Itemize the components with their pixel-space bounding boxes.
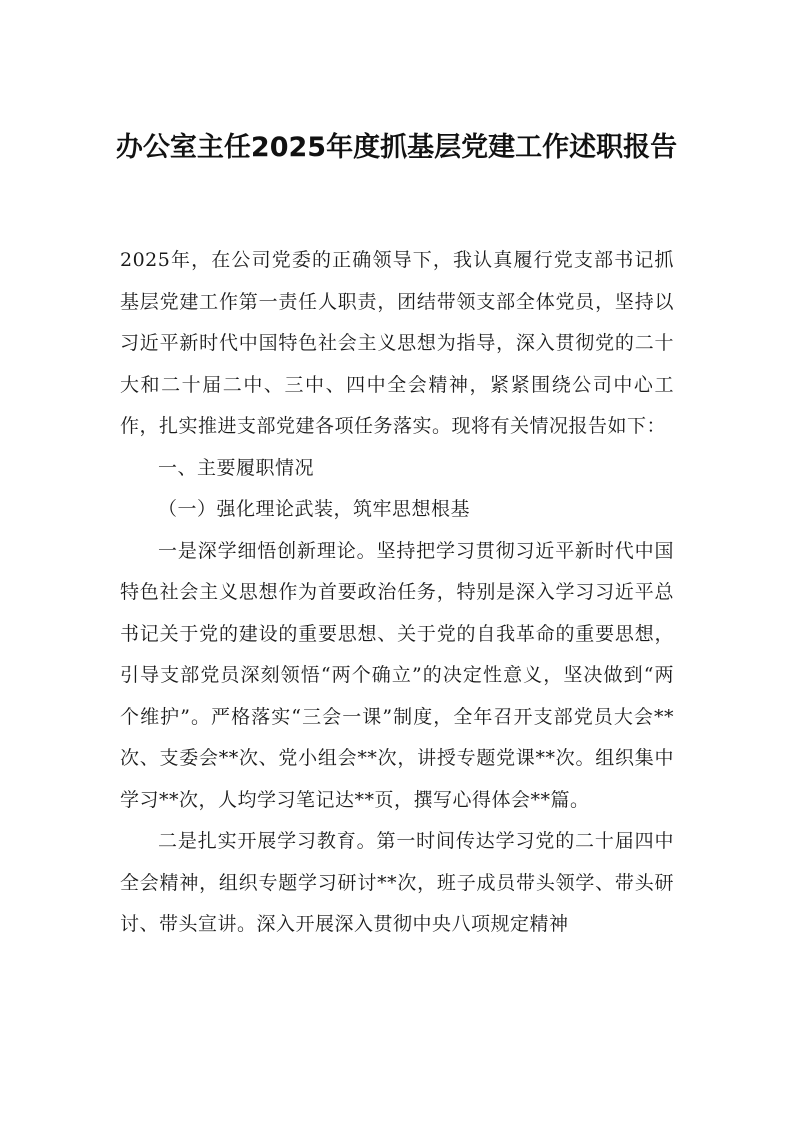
body-paragraph-1: 一是深学细悟创新理论。坚持把学习贯彻习近平新时代中国特色社会主义思想作为首要政治任务，特别是深入学习习近平总书记关于党的建设的重要思想、关于党的自我革命的重要思想，引导支部党员深刻领悟“两个确立”的决定性意义，坚决做到“两个维护”。严格落实“三会一课”制度，全年召开支部党员大会**次、支委会**次、党小组会**次，讲授专题党课**次。组织集中学习**次，人均学习笔记达**页，撰写心得体会**篇。 [120, 539, 674, 811]
document-body [120, 240, 674, 946]
section-heading: 一、主要履职情况 [158, 456, 315, 479]
body-paragraph-2: 二是扎实开展学习教育。第一时间传达学习党的二十届四中全会精神，组织专题学习研讨**次，班子成员带头领学、带头研讨、带头宣讲。深入开展深入贯彻中央八项规定精神 [120, 830, 674, 935]
subsection-heading: （一）强化理论武装，筑牢思想根基 [158, 498, 471, 520]
intro-paragraph: 2025年，在公司党委的正确领导下，我认真履行党支部书记抓基层党建工作第一责任人职责，团结带领支部全体党员，坚持以习近平新时代中国特色社会主义思想为指导，深入贯彻党的二十大和二十届二中、三中、四中全会精神，紧紧围绕公司中心工作，扎实推进支部党建各项任务落实。现将有关情况报告如下： [120, 249, 674, 437]
document-title: 办公室主任2025年度抓基层党建工作述职报告 [115, 132, 678, 163]
